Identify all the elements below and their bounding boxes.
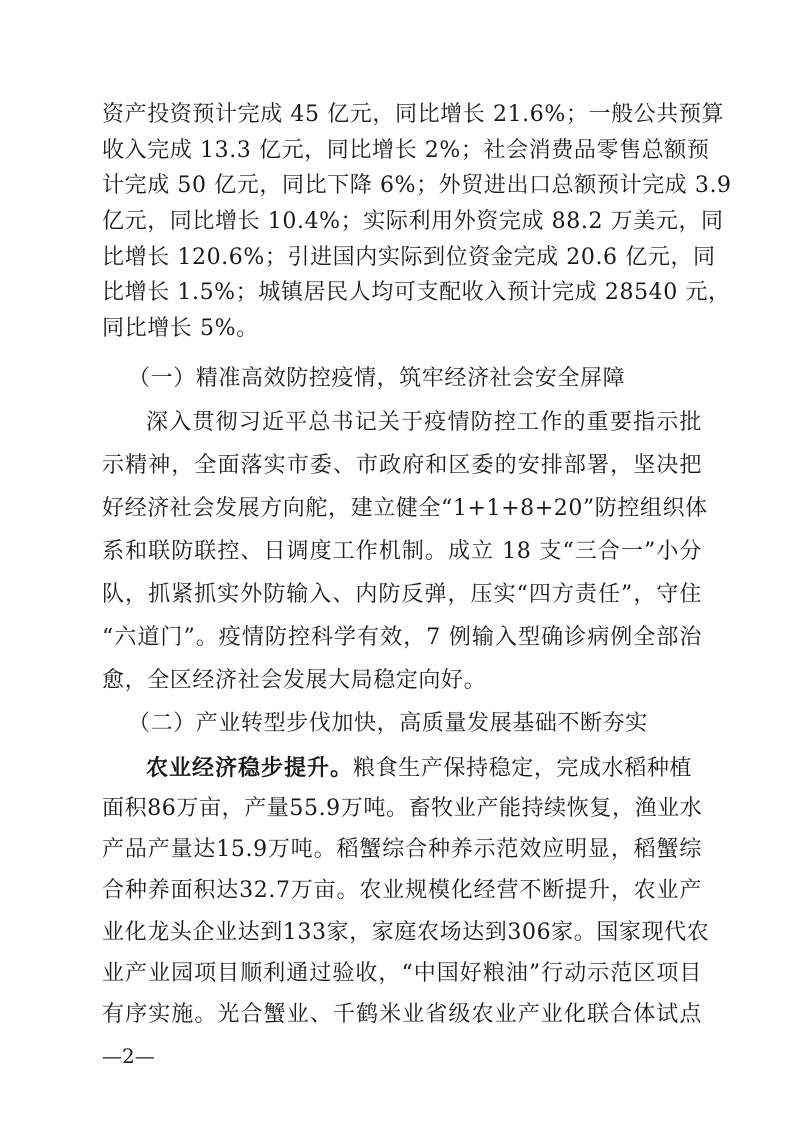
text-line: 有序实施。光合蟹业、千鹤米业省级农业产业化联合体试点 xyxy=(102,1002,702,1027)
text-line: 好经济社会发展方向舵，建立健全“1+1+8+20”防控组织体 xyxy=(102,496,708,521)
text-line: 业产业园项目顺利通过验收，“中国好粮油”行动示范区项目 xyxy=(102,961,702,986)
text-line: 示精神，全面落实市委、市政府和区委的安排部署，坚决把 xyxy=(102,453,702,478)
text-line: 比增长 1.5%；城镇居民人均可支配收入预计完成 28540 元， xyxy=(102,280,731,305)
text-line: “六道门”。疫情防控科学有效，7 例输入型确诊病例全部治 xyxy=(102,625,702,650)
text-line: 队，抓紧抓实外防输入、内防反弹，压实“四方责任”，守住 xyxy=(102,582,702,607)
text-line xyxy=(146,753,702,783)
text-line: 比增长 120.6%；引进国内实际到位资金完成 20.6 亿元，同 xyxy=(102,245,716,270)
section-heading: （一）精准高效防控疫情，筑牢经济社会安全屏障 xyxy=(128,366,626,391)
text-line: 深入贯彻习近平总书记关于疫情防控工作的重要指示批 xyxy=(146,410,702,435)
paragraph-lead: 农业经济稳步提升。 xyxy=(146,755,354,781)
text-line: 同比增长 5%。 xyxy=(102,316,259,341)
text-span: 粮食生产保持稳定，完成水稻种植 xyxy=(353,756,693,781)
text-line: 合种养面积达32.7万亩。农业规模化经营不断提升，农业产 xyxy=(102,878,702,903)
text-line: 收入完成 13.3 亿元，同比增长 2%；社会消费品零售总额预 xyxy=(102,138,710,163)
text-line: 面积86万亩，产量55.9万吨。畜牧业产能持续恢复，渔业水 xyxy=(102,796,703,821)
text-line: 计完成 50 亿元，同比下降 6%；外贸进出口总额预计完成 3.9 xyxy=(102,173,732,198)
text-line: 资产投资预计完成 45 亿元，同比增长 21.6%；一般公共预算 xyxy=(102,102,725,127)
text-line: 系和联防联控、日调度工作机制。成立 18 支“三合一”小分 xyxy=(102,539,702,564)
page-number: —2— xyxy=(102,1044,155,1068)
text-line: 产品产量达15.9万吨。稻蟹综合种养示范效应明显，稻蟹综 xyxy=(102,837,702,862)
text-line: 业化龙头企业达到133家，家庭农场达到306家。国家现代农 xyxy=(102,920,710,945)
text-line: 愈，全区经济社会发展大局稳定向好。 xyxy=(102,668,487,693)
section-heading: （二）产业转型步伐加快，高质量发展基础不断夯实 xyxy=(128,711,648,736)
text-line: 亿元，同比增长 10.4%；实际利用外资完成 88.2 万美元，同 xyxy=(102,209,724,234)
